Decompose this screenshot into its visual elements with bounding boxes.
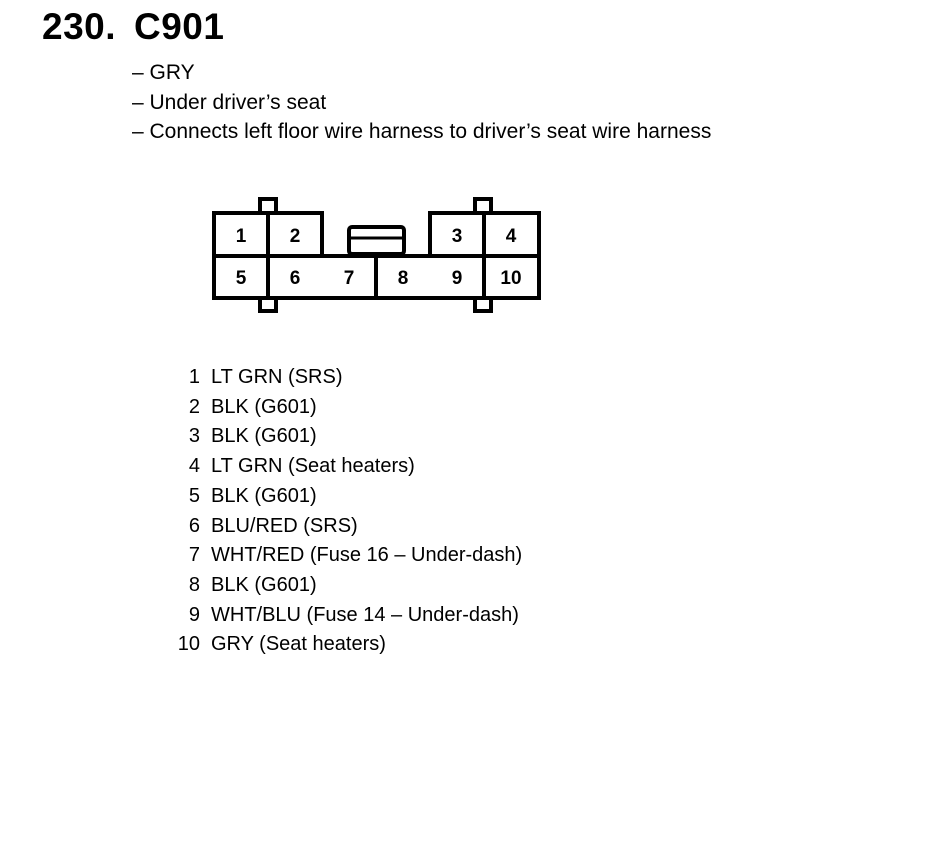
pin-number: 8 (188, 573, 200, 596)
pin-description: LT GRN (SRS) (211, 366, 343, 388)
pin-description: BLK (G601) (211, 573, 317, 596)
list-item (170, 512, 522, 542)
pin-number: 4 (188, 455, 200, 478)
pin-label: 3 (451, 226, 463, 247)
pin-number: 10 (177, 633, 200, 656)
upper-right-lock-tab (475, 199, 491, 213)
center-key (349, 227, 404, 254)
pin-label: 5 (235, 268, 247, 289)
description-function: – Connects left floor wire harness to driver’s seat wire harness (132, 120, 712, 143)
list-item (170, 571, 522, 601)
pin-label: 6 (289, 268, 301, 289)
pin-label: 9 (451, 268, 463, 289)
pin-label: 7 (343, 268, 355, 289)
pin-label: 4 (505, 226, 517, 247)
pin-label: 1 (235, 226, 247, 247)
pinout-list (170, 363, 522, 660)
pin-description: BLK (G601) (211, 425, 317, 448)
pin-number: 2 (188, 395, 200, 418)
description-color: – GRY (132, 61, 195, 84)
list-item (170, 393, 522, 423)
pin-number: 7 (188, 544, 200, 567)
list-item (170, 630, 522, 660)
upper-left-lock-tab (260, 199, 276, 213)
pin-label: 2 (289, 226, 301, 247)
pin-description: WHT/RED (Fuse 16 – Under-dash) (211, 544, 523, 567)
pin-description: WHT/BLU (Fuse 14 – Under-dash) (211, 603, 519, 626)
pin-label: 10 (500, 268, 522, 289)
description-location: – Under driver’s seat (132, 90, 327, 114)
list-item (170, 482, 522, 512)
pin-description: BLU/RED (SRS) (211, 514, 358, 537)
pin-number: 6 (188, 514, 200, 537)
pin-description: LT GRN (Seat heaters) (211, 455, 415, 478)
pin-number: 9 (188, 603, 200, 626)
pin-number: 1 (188, 366, 200, 388)
pin-number: 5 (188, 484, 200, 507)
connector-index: 230. (42, 6, 117, 47)
pin-description: BLK (G601) (211, 484, 317, 507)
connector-id: C901 (134, 6, 225, 47)
list-item (170, 452, 522, 482)
list-item (170, 363, 522, 393)
pin-description: BLK (G601) (211, 395, 317, 418)
pin-description: GRY (Seat heaters) (211, 633, 386, 656)
pin-number: 3 (188, 425, 200, 448)
list-item (170, 601, 522, 631)
list-item (170, 541, 522, 571)
list-item (170, 422, 522, 452)
pin-label: 8 (397, 268, 409, 289)
